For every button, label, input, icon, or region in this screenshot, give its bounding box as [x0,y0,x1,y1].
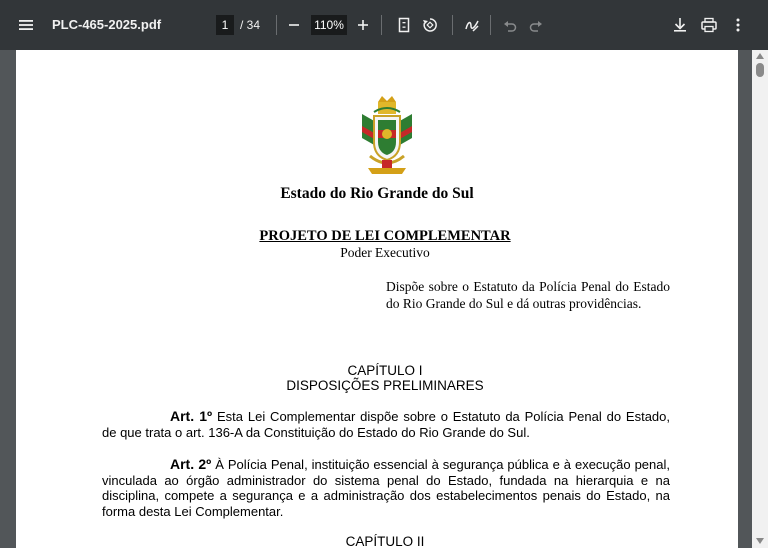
toolbar-divider [276,15,277,35]
fit-page-icon[interactable] [392,13,416,37]
article-paragraph [102,409,670,440]
pdf-viewer[interactable] [0,50,768,548]
article-text: À Polícia Penal, instituição essencial à segurança pública e à execução penal, vinculada ao órgão administrador do sistema penal do Estado, fundada na hierarquia e na disciplina, compete a segurança e a administração dos estabelecimentos penais do Estado, na forma desta Lei Complementar. [102,457,670,519]
hamburger-menu-icon[interactable] [14,13,38,37]
toolbar-divider [490,15,491,35]
pdf-page [16,50,738,548]
pen-icon[interactable] [460,13,484,37]
file-name: PLC-465-2025.pdf [52,17,162,32]
chapter-heading: CAPÍTULO I [347,363,423,378]
bill-title: PROJETO DE LEI COMPLEMENTAR [259,228,511,244]
chapter-title: DISPOSIÇÕES PRELIMINARES [286,378,484,393]
download-icon[interactable] [668,13,692,37]
article-label: Art. 2º [170,456,212,472]
plus-icon[interactable] [351,13,375,37]
scrollbar-thumb[interactable] [756,63,764,77]
scroll-up-arrow-icon[interactable] [756,53,764,59]
state-name: Estado do Rio Grande do Sul [280,185,474,202]
toolbar-divider [381,15,382,35]
pdf-toolbar [0,0,768,50]
zoom-level-input[interactable]: 110% [311,15,347,35]
state-coat-of-arms [356,94,418,176]
minus-icon[interactable] [282,13,306,37]
undo-icon[interactable] [498,13,522,37]
article-label: Art. 1º [170,408,213,424]
print-icon[interactable] [697,13,721,37]
page-number-input[interactable]: 1 [216,15,234,35]
rotate-icon[interactable] [418,13,442,37]
vertical-scrollbar[interactable] [752,50,768,548]
scroll-down-arrow-icon[interactable] [756,538,764,544]
more-vert-icon[interactable] [726,13,750,37]
redo-icon[interactable] [524,13,548,37]
page-total: / 34 [240,18,261,32]
toolbar-divider [452,15,453,35]
bill-origin: Poder Executivo [340,245,430,260]
bill-summary: Dispõe sobre o Estatuto da Polícia Penal do Estado do Rio Grande do Sul e dá outras providências. [386,279,670,311]
chapter-heading: CAPÍTULO II [345,534,425,548]
article-text: Esta Lei Complementar dispõe sobre o Estatuto da Polícia Penal do Estado, de que trata o art. 136-A da Constituição do Estado do Rio Grande do Sul. [102,409,670,440]
article-paragraph [102,457,670,519]
